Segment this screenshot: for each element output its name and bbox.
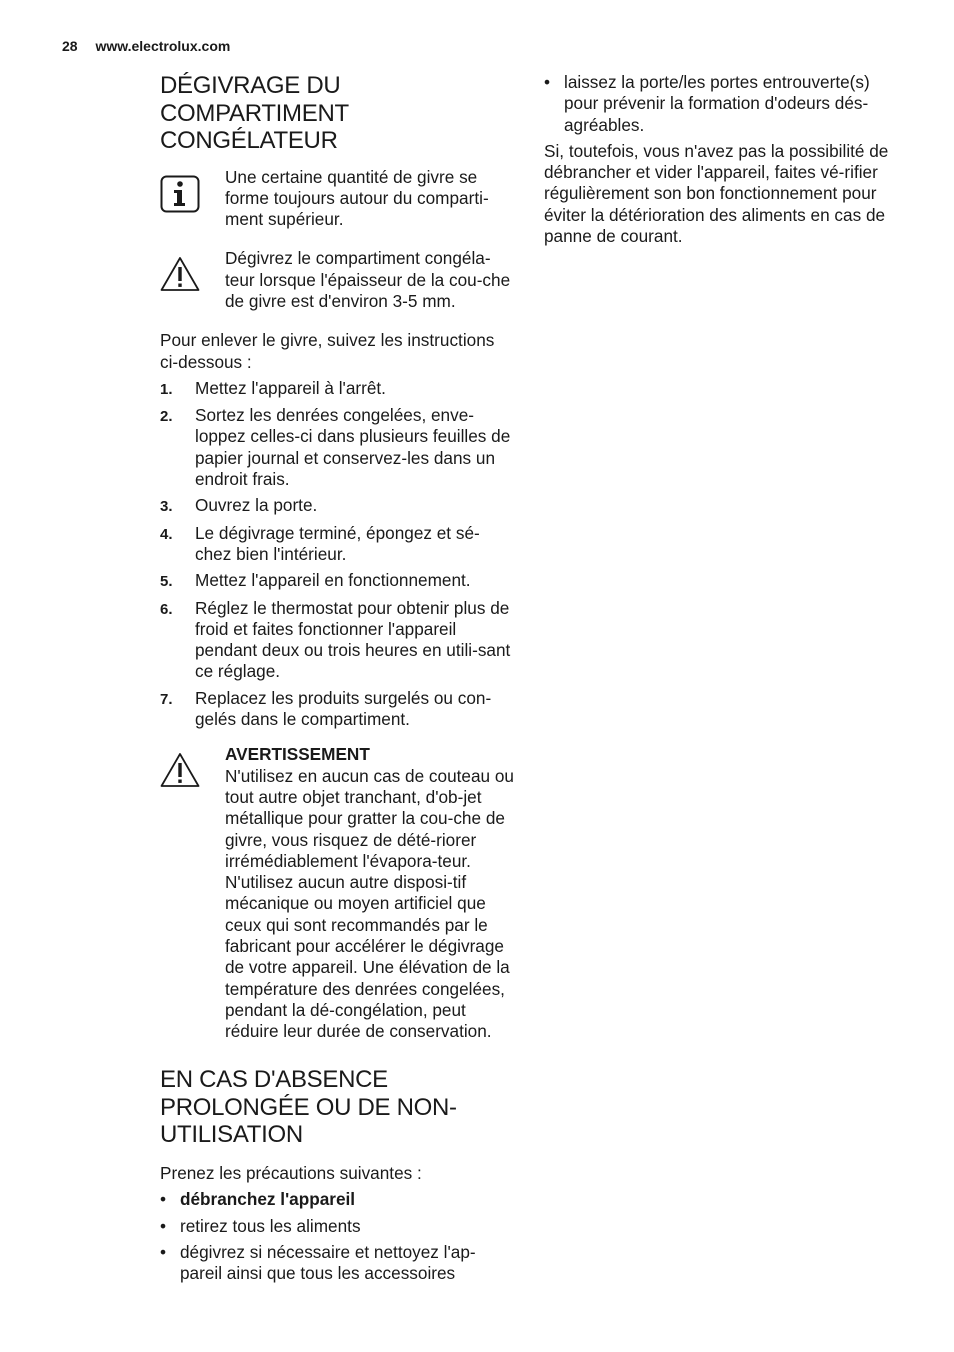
step-number: 3. (160, 498, 173, 516)
list-item (160, 1216, 516, 1237)
list-item (160, 495, 516, 517)
bullet-text: laissez la porte/les portes entrouverte(s) pour prévenir la formation d'odeurs dés-agréables. (564, 72, 870, 135)
page-number: 28 (62, 38, 78, 54)
step-text: Ouvrez la porte. (195, 495, 318, 516)
website-url: www.electrolux.com (95, 38, 231, 54)
bullet-text: retirez tous les aliments (180, 1215, 361, 1236)
section-title-absence (160, 1066, 516, 1149)
warning-icon (160, 752, 200, 793)
step-number: 6. (160, 600, 173, 618)
step-text: Replacez les produits surgelés ou con-gelés dans le compartiment. (195, 687, 492, 730)
list-item (160, 405, 516, 490)
step-number: 1. (160, 380, 173, 398)
list-item (160, 598, 516, 683)
bullet-text: débranchez l'appareil (180, 1189, 356, 1210)
title-line: PROLONGÉE OU DE NON- (160, 1093, 457, 1121)
bullet-icon: • (160, 1189, 167, 1210)
section-title-defrosting (160, 72, 516, 155)
list-item (160, 1242, 516, 1285)
bullet-icon: • (160, 1215, 167, 1236)
step-number: 2. (160, 408, 173, 426)
title-line: COMPARTIMENT (160, 99, 349, 127)
bullet-icon: • (160, 1241, 167, 1262)
avertissement-text: N'utilisez en aucun cas de couteau ou tout autre objet tranchant, d'ob-jet métallique pour gratter la cou-che de givre, vous risquez de dété-riorer irrémédiablement l'évapora-teur. N'utilisez aucun autre disposi-tif mécanique ou moyen artificiel que ceux qui sont recommandés par le fabricant pour accélérer le dégivrage de votre appareil. Une élévation de la température des denrées congelées, pendant la dé-congélation, peut réduire leur durée de conservation. (225, 765, 514, 1042)
step-text: Le dégivrage terminé, épongez et sé-chez bien l'intérieur. (195, 522, 480, 564)
bullet-text: dégivrez si nécessaire et nettoyez l'ap-pareil ainsi que tous les accessoires (180, 1241, 476, 1284)
step-text: Réglez le thermostat pour obtenir plus de froid et faites fonctionner l'appareil pendant deux ou trois heures en utili-sant ce réglage. (195, 597, 511, 682)
right-bullets (544, 72, 900, 136)
defrost-steps (160, 378, 516, 730)
list-item (160, 688, 516, 731)
right-column (544, 72, 900, 247)
list-item (160, 378, 516, 400)
warning-note (160, 248, 516, 312)
step-number: 7. (160, 690, 173, 708)
warning-icon (160, 256, 200, 297)
page-header (62, 38, 230, 54)
absence-intro: Prenez les précautions suivantes : (160, 1162, 422, 1183)
left-column (160, 72, 516, 1289)
list-item (160, 1189, 516, 1210)
warning-note-text: Dégivrez le compartiment congéla-teur lorsque l'épaisseur de la cou-che de givre est d'environ 3-5 mm. (225, 248, 511, 311)
step-text: Mettez l'appareil à l'arrêt. (195, 377, 386, 398)
avertissement-title: AVERTISSEMENT (225, 744, 370, 765)
step-number: 4. (160, 525, 173, 543)
absence-bullets (160, 1189, 516, 1284)
right-paragraph: Si, toutefois, vous n'avez pas la possibilité de débrancher et vider l'appareil, faites vé-rifier régulièrement son bon fonctionnement pour éviter la détérioration des aliments en cas de panne de courant. (544, 140, 889, 247)
info-note-text: Une certaine quantité de givre se forme toujours autour du comparti-ment supérieur. (225, 166, 489, 230)
avertissement-note (160, 744, 516, 1042)
list-item (160, 523, 516, 566)
step-text: Mettez l'appareil en fonctionnement. (195, 570, 471, 591)
title-line: CONGÉLATEUR (160, 127, 338, 154)
avertissement-content (225, 744, 516, 1042)
defrost-intro: Pour enlever le givre, suivez les instructions ci-dessous : (160, 330, 495, 372)
bullet-icon: • (544, 72, 551, 92)
step-number: 5. (160, 573, 173, 591)
info-note (160, 167, 516, 231)
title-line: DÉGIVRAGE DU (160, 72, 341, 99)
info-icon (160, 175, 200, 218)
title-line: UTILISATION (160, 1121, 303, 1149)
step-text: Sortez les denrées congelées, enve-loppez celles-ci dans plusieurs feuilles de papier journal et conservez-les dans un endroit frais. (195, 405, 511, 490)
title-line: EN CAS D'ABSENCE (160, 1066, 388, 1094)
list-item (160, 570, 516, 592)
list-item (544, 72, 900, 136)
